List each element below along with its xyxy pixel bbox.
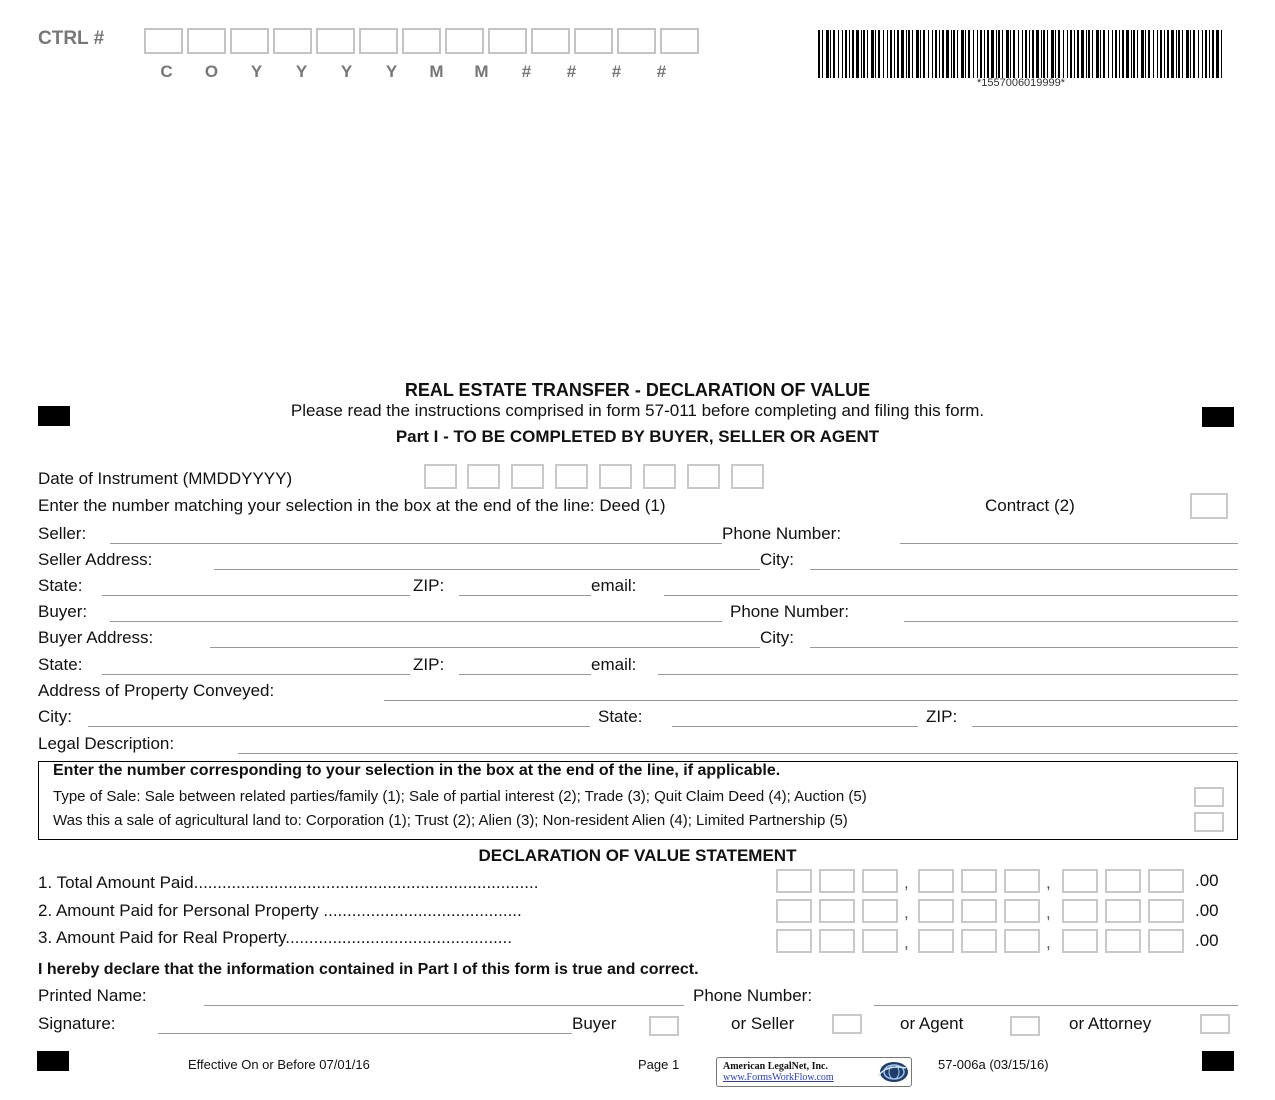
seller-city-input[interactable]	[810, 569, 1238, 570]
barcode-bar	[961, 30, 964, 78]
barcode-bar	[1205, 30, 1207, 78]
buyer-address-input[interactable]	[210, 647, 760, 648]
barcode-bar	[912, 30, 913, 78]
signature-input[interactable]	[158, 1033, 572, 1034]
ctrl-code: #	[656, 62, 667, 81]
thousands-separator: ,	[1046, 903, 1051, 922]
effective-date: Effective On or Before 07/01/16	[188, 1057, 370, 1072]
barcode-bar	[871, 30, 874, 78]
seller-input[interactable]	[110, 543, 722, 544]
globe-icon	[875, 1060, 909, 1084]
seller-address-label: Seller Address:	[38, 550, 153, 569]
page-number: Page 1	[638, 1057, 680, 1072]
barcode-bar	[1041, 30, 1042, 78]
barcode-bar	[1063, 30, 1064, 78]
ctrl-label: CTRL #	[38, 28, 105, 49]
barcode-bar	[946, 30, 949, 78]
barcode-bar	[1086, 30, 1087, 78]
legal-description-input[interactable]	[238, 753, 1238, 754]
date-digit-box[interactable]	[599, 464, 632, 489]
barcode-bar	[826, 30, 829, 78]
amount-digit-box[interactable]	[1148, 869, 1184, 893]
publisher-logo[interactable]	[716, 1057, 912, 1087]
seller-label: Seller:	[38, 524, 87, 543]
barcode-bar	[1193, 30, 1195, 78]
barcode-bar	[1022, 30, 1023, 78]
ctrl-code: #	[611, 62, 622, 81]
seller-role-label: or Seller	[731, 1014, 795, 1033]
ctrl-digit-box[interactable]	[187, 28, 226, 54]
barcode-bar	[1164, 30, 1165, 78]
thousands-separator: ,	[1046, 873, 1051, 892]
date-digit-box[interactable]	[511, 464, 544, 489]
seller-role-box[interactable]	[832, 1014, 862, 1034]
barcode-bar	[1141, 30, 1144, 78]
barcode-bar	[852, 30, 854, 78]
property-address-label: Address of Property Conveyed:	[38, 681, 275, 700]
thousands-separator: ,	[904, 933, 909, 952]
barcode-bar	[863, 30, 865, 78]
buyer-email-input[interactable]	[658, 674, 1238, 675]
agent-role-label: or Agent	[900, 1014, 964, 1033]
buyer-phone-input[interactable]	[904, 621, 1238, 622]
seller-state-input[interactable]	[102, 595, 410, 596]
property-city-input[interactable]	[88, 726, 590, 727]
amount-digit-box[interactable]	[862, 869, 898, 893]
barcode-bar	[906, 30, 907, 78]
total-amount-label: 1. Total Amount Paid.........................................................................	[38, 873, 539, 892]
ctrl-code: Y	[385, 62, 398, 81]
ctrl-code-legend	[144, 62, 684, 82]
date-digit-box[interactable]	[731, 464, 764, 489]
barcode-bar	[833, 30, 835, 78]
barcode-bar	[1018, 30, 1019, 78]
signer-phone-label: Phone Number:	[693, 986, 813, 1005]
barcode-bar	[1131, 30, 1132, 78]
ctrl-code: M	[474, 62, 489, 81]
barcode-bar	[842, 30, 843, 78]
ctrl-number-boxes	[144, 28, 703, 54]
attorney-role-box[interactable]	[1200, 1014, 1230, 1034]
amount-digit-box[interactable]	[961, 899, 997, 923]
ctrl-code: Y	[250, 62, 263, 81]
barcode-bar	[1025, 30, 1027, 78]
barcode-bar	[1190, 30, 1191, 78]
barcode-bar	[1006, 30, 1009, 78]
property-city-row	[38, 707, 1238, 729]
barcode-bar	[1216, 30, 1219, 78]
barcode-bar	[1202, 30, 1203, 78]
printed-name-label: Printed Name:	[38, 986, 147, 1005]
seller-email-input[interactable]	[664, 595, 1238, 596]
part-title: Part I - TO BE COMPLETED BY BUYER, SELLER OR AGENT	[395, 427, 880, 446]
ctrl-code: Y	[295, 62, 308, 81]
legal-description-label: Legal Description:	[38, 734, 175, 753]
ctrl-code: O	[204, 62, 219, 81]
amount-digit-box[interactable]	[1105, 929, 1141, 953]
deed-contract-box[interactable]	[1190, 493, 1228, 519]
barcode-bar	[1100, 30, 1101, 78]
barcode-bar	[901, 30, 904, 78]
signature-row	[38, 1014, 1238, 1036]
barcode-bar	[845, 30, 847, 78]
barcode-bar	[897, 30, 899, 78]
seller-zip-input[interactable]	[459, 595, 591, 596]
amount-digit-box[interactable]	[862, 899, 898, 923]
barcode-bar	[1133, 30, 1135, 78]
barcode-bar	[1047, 30, 1048, 78]
barcode-bar	[1088, 30, 1090, 78]
barcode-bar	[1112, 30, 1113, 78]
barcode-bar	[1077, 30, 1079, 78]
barcode-bar	[1043, 30, 1045, 78]
amount-digit-box[interactable]	[918, 869, 954, 893]
ctrl-digit-box[interactable]	[445, 28, 484, 54]
barcode-bar	[942, 30, 944, 78]
ctrl-code: M	[429, 62, 444, 81]
ctrl-digit-box[interactable]	[230, 28, 269, 54]
buyer-city-label: City:	[760, 628, 794, 647]
property-city-label: City:	[38, 707, 72, 726]
barcode-bar	[822, 30, 823, 78]
barcode-bar	[867, 30, 868, 78]
barcode-bar	[861, 30, 862, 78]
buyer-address-row	[38, 628, 1238, 650]
barcode-bar	[951, 30, 952, 78]
amount-digit-box[interactable]	[1105, 899, 1141, 923]
barcode-bar	[932, 30, 933, 78]
cents-suffix: .00	[1195, 931, 1219, 950]
barcode	[818, 30, 1224, 78]
seller-phone-label: Phone Number:	[722, 524, 842, 543]
selection-heading: Enter the number corresponding to your selection in the box at the end of the line, if applicable.	[53, 762, 781, 779]
seller-address-row	[38, 550, 1238, 572]
date-digit-box[interactable]	[643, 464, 676, 489]
ctrl-digit-box[interactable]	[617, 28, 656, 54]
barcode-bar	[996, 30, 997, 78]
property-zip-input[interactable]	[972, 726, 1238, 727]
seller-email-label: email:	[591, 576, 637, 595]
barcode-bar	[856, 30, 859, 78]
agent-role-box[interactable]	[1010, 1016, 1040, 1036]
barcode-bar	[894, 30, 895, 78]
declaration-statement: I hereby declare that the information contained in Part I of this form is true and correct.	[38, 961, 699, 978]
amount-digit-box[interactable]	[961, 869, 997, 893]
buyer-zip-label: ZIP:	[413, 655, 445, 674]
ctrl-code: Y	[340, 62, 353, 81]
barcode-bar	[1096, 30, 1099, 78]
date-digit-box[interactable]	[467, 464, 500, 489]
barcode-bar	[953, 30, 955, 78]
amount-digit-box[interactable]	[1004, 929, 1040, 953]
amount-digit-box[interactable]	[961, 929, 997, 953]
type-of-sale-box[interactable]	[1194, 787, 1224, 807]
attorney-role-label: or Attorney	[1069, 1014, 1152, 1033]
barcode-bar	[1036, 30, 1039, 78]
amount-digit-box[interactable]	[1148, 929, 1184, 953]
seller-address-input[interactable]	[214, 569, 760, 570]
agricultural-sale-label: Was this a sale of agricultural land to: Corporation (1); Trust (2); Alien (3); Non-resident Alien (4); Limited Partnership (5)	[53, 812, 848, 829]
buyer-state-label: State:	[38, 655, 83, 674]
buyer-zip-input[interactable]	[459, 674, 591, 675]
buyer-state-row	[38, 655, 1238, 677]
barcode-bar	[1119, 30, 1120, 78]
barcode-bar	[1122, 30, 1124, 78]
type-of-sale-label: Type of Sale: Sale between related parties/family (1); Sale of partial interest (2); Trade (3); Quit Claim Deed (4); Auction (5)	[53, 788, 867, 805]
barcode-bar	[1198, 30, 1199, 78]
barcode-bar	[890, 30, 892, 78]
barcode-bar	[965, 30, 966, 78]
barcode-bar	[1137, 30, 1138, 78]
barcode-bar	[923, 30, 925, 78]
amount-digit-box[interactable]	[918, 899, 954, 923]
seller-state-row	[38, 576, 1238, 598]
barcode-bar	[1176, 30, 1177, 78]
seller-city-label: City:	[760, 550, 794, 569]
barcode-bar	[849, 30, 850, 78]
ctrl-digit-box[interactable]	[359, 28, 398, 54]
barcode-bar	[1148, 30, 1150, 78]
barcode-bar	[1115, 30, 1117, 78]
barcode-bar	[998, 30, 1000, 78]
barcode-bar	[928, 30, 929, 78]
ctrl-code: #	[566, 62, 577, 81]
date-digit-box[interactable]	[555, 464, 588, 489]
seller-zip-label: ZIP:	[413, 576, 445, 595]
form-title: REAL ESTATE TRANSFER - DECLARATION OF VALUE	[404, 380, 871, 400]
barcode-bar	[935, 30, 937, 78]
barcode-bar	[1010, 30, 1011, 78]
barcode-bar	[1153, 30, 1154, 78]
logo-company-name: American LegalNet, Inc.	[723, 1061, 828, 1072]
ctrl-digit-box[interactable]	[660, 28, 699, 54]
property-state-input[interactable]	[672, 726, 918, 727]
amount-digit-box[interactable]	[1004, 869, 1040, 893]
ctrl-code: #	[521, 62, 532, 81]
barcode-bar	[1029, 30, 1030, 78]
barcode-bar	[1221, 30, 1222, 78]
alignment-mark	[37, 1051, 69, 1071]
barcode-bar	[1002, 30, 1003, 78]
printed-name-row	[38, 986, 1238, 1008]
barcode-bar	[1032, 30, 1034, 78]
barcode-bar	[883, 30, 884, 78]
barcode-bar	[818, 30, 820, 78]
amount-digit-box[interactable]	[776, 869, 812, 893]
amount-digit-box[interactable]	[1105, 869, 1141, 893]
amount-digit-box[interactable]	[1062, 899, 1098, 923]
personal-property-label: 2. Amount Paid for Personal Property ..........................................	[38, 901, 522, 920]
barcode-bar	[1055, 30, 1056, 78]
form-instructions: Please read the instructions comprised in form 57-011 before completing and filing this form.	[290, 401, 985, 420]
barcode-bar	[1171, 30, 1174, 78]
form-number: 57-006a (03/15/16)	[938, 1057, 1049, 1072]
barcode-bar	[878, 30, 880, 78]
signature-label: Signature:	[38, 1014, 116, 1033]
amount-digit-box[interactable]	[918, 929, 954, 953]
ctrl-digit-box[interactable]	[574, 28, 613, 54]
cents-suffix: .00	[1195, 871, 1219, 890]
seller-row	[38, 524, 1238, 546]
logo-url[interactable]: www.FormsWorkFlow.com	[723, 1072, 834, 1083]
amount-digit-box[interactable]	[819, 929, 855, 953]
barcode-bar	[1157, 30, 1158, 78]
ctrl-digit-box[interactable]	[531, 28, 570, 54]
ctrl-code: C	[160, 62, 173, 81]
declaration-title: DECLARATION OF VALUE STATEMENT	[478, 846, 797, 865]
barcode-bar	[1058, 30, 1060, 78]
barcode-bar	[830, 30, 831, 78]
barcode-bar	[1167, 30, 1169, 78]
barcode-bar	[875, 30, 876, 78]
signer-phone-input[interactable]	[874, 1005, 1238, 1006]
real-property-label: 3. Amount Paid for Real Property................................................	[38, 928, 512, 947]
amount-digit-box[interactable]	[1148, 899, 1184, 923]
amount-digit-box[interactable]	[776, 929, 812, 953]
barcode-number: *1557006019999*	[976, 77, 1066, 89]
legal-description-row	[38, 734, 1238, 756]
buyer-row	[38, 602, 1238, 624]
barcode-bar	[973, 30, 974, 78]
deed-contract-label: Enter the number matching your selection in the box at the end of the line: Deed (1)	[38, 496, 666, 515]
barcode-bar	[1160, 30, 1162, 78]
barcode-bar	[1209, 30, 1210, 78]
agricultural-sale-box[interactable]	[1194, 812, 1224, 832]
ctrl-digit-box[interactable]	[316, 28, 355, 54]
barcode-bar	[957, 30, 958, 78]
date-digit-box[interactable]	[687, 464, 720, 489]
printed-name-input[interactable]	[204, 1005, 684, 1006]
barcode-bar	[1126, 30, 1129, 78]
buyer-role-box[interactable]	[649, 1016, 679, 1036]
amount-digit-box[interactable]	[776, 899, 812, 923]
barcode-bar	[908, 30, 910, 78]
barcode-bar	[1051, 30, 1054, 78]
buyer-city-input[interactable]	[810, 647, 1238, 648]
barcode-bar	[1182, 30, 1183, 78]
barcode-bar	[1108, 30, 1109, 78]
ctrl-digit-box[interactable]	[402, 28, 441, 54]
barcode-bar	[1145, 30, 1146, 78]
amount-digit-box[interactable]	[1062, 929, 1098, 953]
alignment-mark	[1202, 1051, 1234, 1071]
thousands-separator: ,	[904, 873, 909, 892]
buyer-phone-label: Phone Number:	[730, 602, 850, 621]
barcode-bar	[1103, 30, 1105, 78]
buyer-email-label: email:	[591, 655, 637, 674]
barcode-bar	[977, 30, 978, 78]
ctrl-digit-box[interactable]	[273, 28, 312, 54]
contract-label: Contract (2)	[985, 496, 1075, 515]
property-state-label: State:	[598, 707, 643, 726]
barcode-bar	[1178, 30, 1180, 78]
amount-digit-box[interactable]	[1004, 899, 1040, 923]
seller-phone-input[interactable]	[900, 543, 1238, 544]
buyer-address-label: Buyer Address:	[38, 628, 154, 647]
amount-digit-box[interactable]	[862, 929, 898, 953]
barcode-bar	[1074, 30, 1075, 78]
barcode-bar	[1067, 30, 1068, 78]
thousands-separator: ,	[1046, 933, 1051, 952]
barcode-bar	[920, 30, 921, 78]
date-row	[38, 469, 1238, 491]
amount-digit-box[interactable]	[819, 899, 855, 923]
amount-digit-box[interactable]	[819, 869, 855, 893]
barcode-bar	[987, 30, 989, 78]
property-address-row	[38, 681, 1238, 703]
barcode-bar	[968, 30, 970, 78]
thousands-separator: ,	[904, 903, 909, 922]
barcode-bar	[1013, 30, 1015, 78]
barcode-bar	[1092, 30, 1093, 78]
barcode-bar	[1212, 30, 1214, 78]
barcode-bar	[887, 30, 888, 78]
property-zip-label: ZIP:	[926, 707, 958, 726]
barcode-bar	[916, 30, 919, 78]
buyer-role-label: Buyer	[572, 1014, 617, 1033]
date-digit-box[interactable]	[424, 464, 457, 489]
ctrl-digit-box[interactable]	[144, 28, 183, 54]
date-label: Date of Instrument (MMDDYYYY)	[38, 469, 293, 488]
barcode-bar	[1186, 30, 1189, 78]
cents-suffix: .00	[1195, 901, 1219, 920]
barcode-bar	[984, 30, 985, 78]
buyer-state-input[interactable]	[102, 674, 410, 675]
barcode-bar	[991, 30, 994, 78]
buyer-label: Buyer:	[38, 602, 88, 621]
amount-digit-box[interactable]	[1062, 869, 1098, 893]
barcode-bar	[1081, 30, 1084, 78]
seller-state-label: State:	[38, 576, 83, 595]
deed-contract-row	[38, 496, 1238, 518]
barcode-bar	[939, 30, 940, 78]
ctrl-digit-box[interactable]	[488, 28, 527, 54]
barcode-bar	[838, 30, 839, 78]
barcode-bar	[1070, 30, 1072, 78]
property-address-input[interactable]	[384, 700, 1238, 701]
barcode-bar	[980, 30, 982, 78]
buyer-input[interactable]	[110, 621, 722, 622]
